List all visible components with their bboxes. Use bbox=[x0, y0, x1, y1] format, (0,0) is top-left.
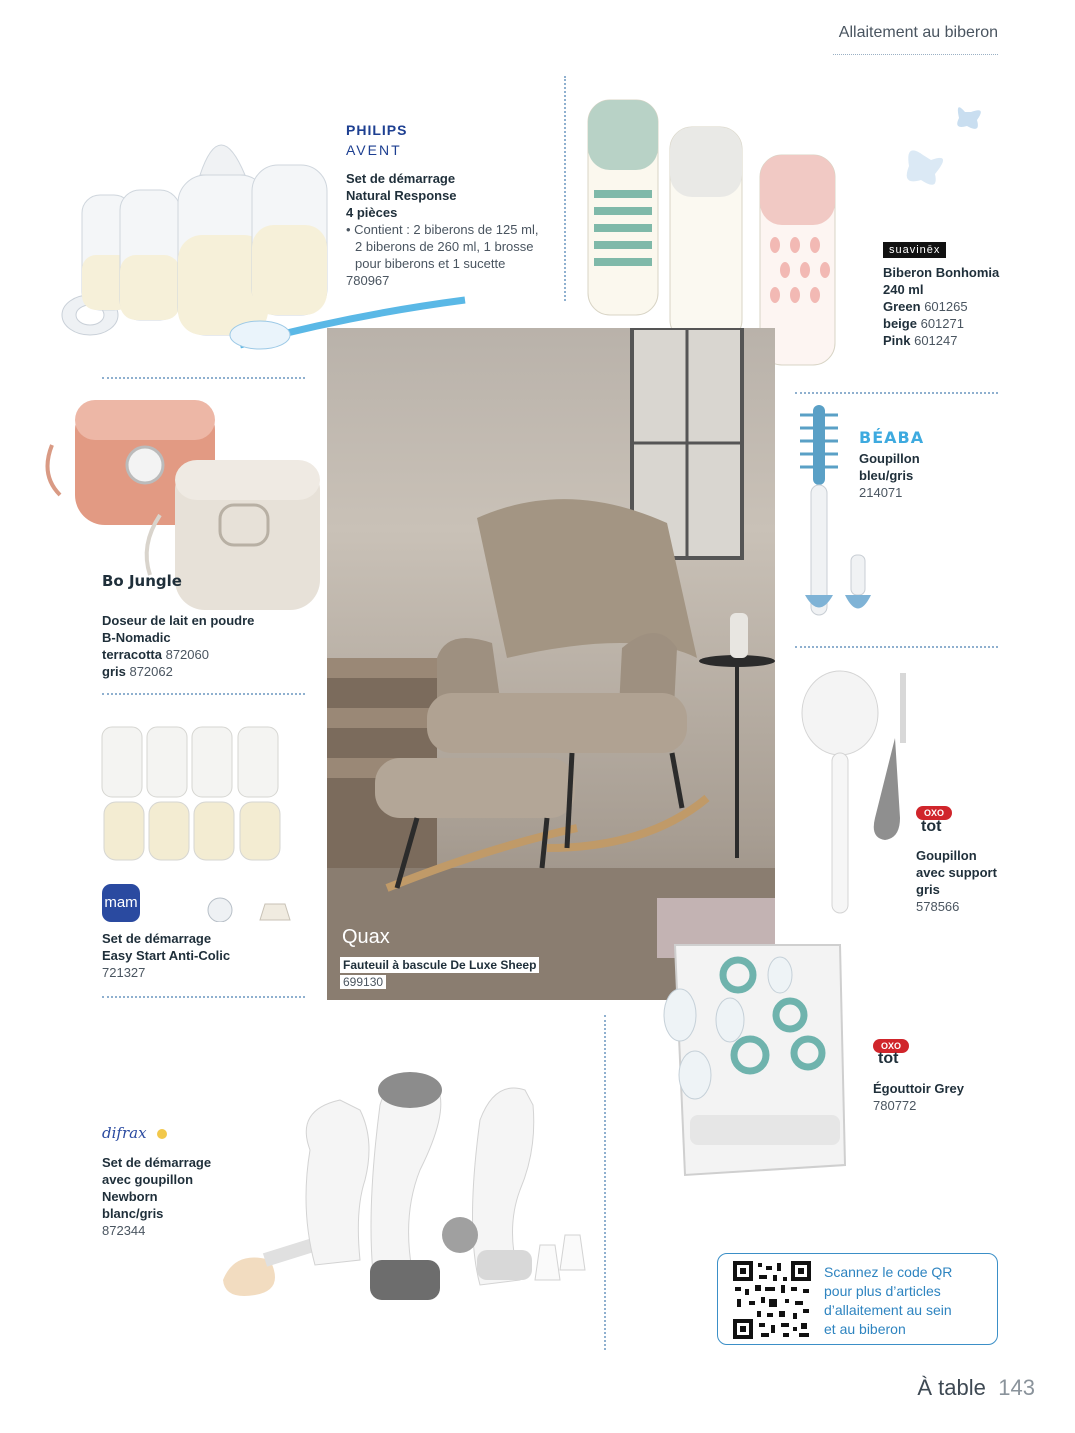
suavinex-product-info bbox=[883, 264, 1023, 349]
product-name-line: Goupillon bbox=[916, 848, 977, 863]
beaba-brand-logo: BÉABA bbox=[859, 428, 925, 447]
product-desc-line: pour biberons et 1 sucette bbox=[355, 256, 506, 271]
variant-color: Green bbox=[883, 299, 921, 314]
quax-rocking-chair-photo bbox=[327, 328, 775, 1000]
tot-wordmark: tot bbox=[878, 1050, 899, 1067]
page-footer bbox=[917, 1375, 1035, 1401]
oxo-rack-product-info bbox=[873, 1080, 1003, 1114]
product-name-line: B-Nomadic bbox=[102, 630, 171, 645]
qr-caption-line: pour plus d’articles bbox=[824, 1283, 941, 1299]
qr-caption-line: Scannez le code QR bbox=[824, 1264, 953, 1280]
oxo-brand-logo: OXO bbox=[916, 806, 952, 820]
variant-ref: 872062 bbox=[129, 664, 173, 679]
product-name-line: avec support bbox=[916, 865, 997, 880]
quax-product-tag bbox=[340, 956, 539, 974]
tot-wordmark: tot bbox=[921, 818, 942, 835]
quax-ref-tag bbox=[340, 973, 386, 991]
oxo-brand-logo: OXO bbox=[873, 1039, 909, 1053]
suavinex-wordmark: suavinēx bbox=[883, 242, 946, 258]
difrax-wordmark: difrax bbox=[102, 1124, 147, 1142]
variant-color: gris bbox=[102, 664, 126, 679]
qr-caption-line: d’allaitement au sein bbox=[824, 1302, 952, 1318]
beaba-product-info bbox=[859, 450, 989, 501]
divider-horizontal bbox=[102, 377, 305, 379]
product-name-line: Set de démarrage bbox=[346, 171, 456, 186]
variant-ref: 601271 bbox=[920, 316, 964, 331]
divider-horizontal bbox=[102, 693, 305, 695]
oxo-brush-product-info bbox=[916, 847, 1026, 915]
qr-code-icon[interactable] bbox=[733, 1261, 811, 1339]
divider-horizontal bbox=[795, 392, 998, 394]
product-name-line: Doseur de lait en poudre bbox=[102, 613, 255, 628]
footer-section-title: À table bbox=[917, 1375, 986, 1400]
product-ref: 578566 bbox=[916, 899, 960, 914]
oxo-brush-image bbox=[800, 668, 930, 918]
philips-brand-logo bbox=[346, 122, 407, 158]
difrax-seal-icon bbox=[157, 1129, 167, 1139]
quax-chair-illustration bbox=[327, 328, 775, 1000]
product-name-line: Biberon Bonhomia bbox=[883, 265, 1000, 280]
divider-vertical bbox=[564, 76, 566, 301]
product-ref: 872344 bbox=[102, 1223, 146, 1238]
difrax-bottles-image bbox=[215, 1050, 595, 1300]
product-name-line: 4 pièces bbox=[346, 205, 398, 220]
butterfly-icon bbox=[895, 100, 1005, 200]
product-ref: 780967 bbox=[346, 273, 390, 288]
product-name-line: avec goupillon bbox=[102, 1172, 194, 1187]
philips-wordmark: PHILIPS bbox=[346, 122, 408, 138]
variant-row bbox=[883, 332, 1023, 349]
divider-vertical bbox=[604, 1015, 606, 1350]
product-name-line: Fauteuil à bascule De Luxe Sheep bbox=[340, 957, 539, 973]
product-name-line: bleu/gris bbox=[859, 468, 914, 483]
variant-row bbox=[102, 646, 302, 663]
product-name-line: Set de démarrage bbox=[102, 931, 212, 946]
product-ref: 780772 bbox=[873, 1098, 917, 1113]
product-name-line: Natural Response bbox=[346, 188, 457, 203]
mam-brand-logo: mam bbox=[102, 884, 140, 922]
quax-brand-logo: Quax bbox=[342, 926, 390, 948]
divider-horizontal bbox=[795, 646, 998, 648]
mam-product-info bbox=[102, 930, 312, 981]
oxo-drying-rack-image bbox=[650, 935, 860, 1185]
qr-caption bbox=[824, 1263, 994, 1339]
section-header: Allaitement au biberon bbox=[838, 24, 998, 41]
product-name-line: Set de démarrage bbox=[102, 1155, 212, 1170]
product-desc-line: • Contient : 2 biberons de 125 ml, bbox=[346, 222, 539, 237]
bojungle-product-info bbox=[102, 612, 302, 680]
product-ref: 721327 bbox=[102, 965, 146, 980]
philips-product-info bbox=[346, 170, 561, 289]
product-ref: 699130 bbox=[340, 975, 386, 989]
product-name-line: gris bbox=[916, 882, 940, 897]
qr-code-box[interactable] bbox=[717, 1253, 998, 1345]
variant-color: Pink bbox=[883, 333, 911, 348]
divider-horizontal bbox=[102, 996, 305, 998]
product-name-line: Égouttoir Grey bbox=[873, 1081, 965, 1096]
product-name-line: blanc/gris bbox=[102, 1206, 164, 1221]
product-ref: 214071 bbox=[859, 485, 903, 500]
variant-ref: 872060 bbox=[165, 647, 209, 662]
bojungle-dispensers-image bbox=[40, 395, 325, 615]
difrax-brand-logo bbox=[102, 1124, 167, 1143]
product-name-line: Goupillon bbox=[859, 451, 920, 466]
variant-row bbox=[883, 298, 1023, 315]
variant-ref: 601247 bbox=[914, 333, 958, 348]
variant-color: beige bbox=[883, 316, 917, 331]
difrax-product-info bbox=[102, 1154, 252, 1239]
header-divider bbox=[833, 54, 998, 55]
bojungle-brand-logo: Bo Jungle bbox=[102, 572, 182, 590]
qr-caption-line: et au biberon bbox=[824, 1321, 906, 1337]
product-name-line: Newborn bbox=[102, 1189, 158, 1204]
product-name-line: Easy Start Anti-Colic bbox=[102, 948, 231, 963]
variant-row bbox=[102, 663, 302, 680]
product-name-line: 240 ml bbox=[883, 282, 924, 297]
suavinex-brand-logo bbox=[883, 240, 946, 258]
variant-row bbox=[883, 315, 1023, 332]
variant-ref: 601265 bbox=[924, 299, 968, 314]
product-desc-line: 2 biberons de 260 ml, 1 brosse bbox=[355, 239, 534, 254]
page-number: 143 bbox=[998, 1375, 1035, 1400]
variant-color: terracotta bbox=[102, 647, 162, 662]
avent-wordmark: AVENT bbox=[346, 142, 402, 158]
